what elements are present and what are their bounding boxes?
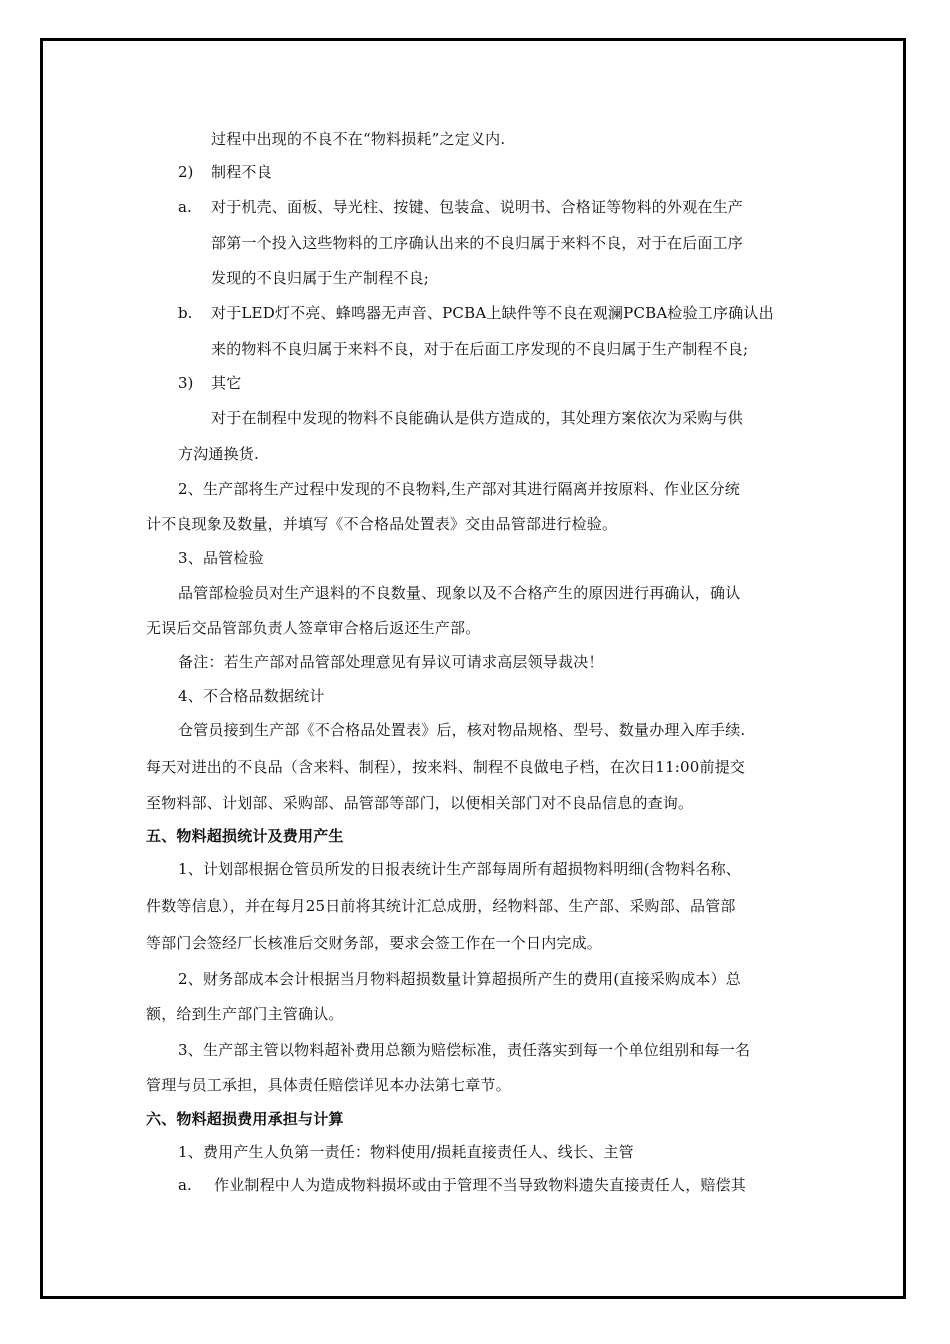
section-heading: 五、物料超损统计及费用产生 — [146, 827, 344, 845]
text-line: 对于LED灯不亮、蜂鸣器无声音、PCBA上缺件等不良在观澜PCBA检验工序确认出 — [211, 304, 774, 322]
text-line: 来的物料不良归属于来料不良，对于在后面工序发现的不良归属于生产制程不良; — [211, 340, 749, 358]
text-line: 对于在制程中发现的物料不良能确认是供方造成的，其处理方案依次为采购与供 — [211, 409, 744, 427]
list-marker: b. — [178, 304, 193, 322]
text-line: 方沟通换货. — [178, 445, 259, 463]
text-line: 过程中出现的不良不在“物料损耗”之定义内. — [211, 130, 506, 148]
text-line: 品管部检验员对生产退料的不良数量、现象以及不合格产生的原因进行再确认，确认 — [178, 584, 741, 602]
text-line: 3、生产部主管以物料超补费用总额为赔偿标准，责任落实到每一个单位组别和每一名 — [178, 1041, 751, 1059]
text-line: 计不良现象及数量，并填写《不合格品处置表》交由品管部进行检验。 — [146, 515, 618, 533]
text-line: 发现的不良归属于生产制程不良; — [211, 269, 430, 287]
text-line: 对于机壳、面板、导光柱、按键、包装盒、说明书、合格证等物料的外观在生产 — [211, 198, 744, 216]
text-line: 制程不良 — [211, 163, 272, 181]
text-line: 管理与员工承担，具体责任赔偿详见本办法第七章节。 — [146, 1076, 511, 1094]
text-line: 2、财务部成本会计根据当月物料超损数量计算超损所产生的费用(直接采购成本）总 — [178, 970, 741, 988]
text-line: 2、生产部将生产过程中发现的不良物料,生产部对其进行隔离并按原料、作业区分统 — [178, 480, 740, 498]
list-marker: a. — [178, 1176, 192, 1194]
list-marker: a. — [178, 198, 192, 216]
text-line: 4、不合格品数据统计 — [178, 687, 325, 705]
text-line: 每天对进出的不良品（含来料、制程），按来料、制程不良做电子档，在次日11:00前提交 — [146, 758, 746, 776]
text-line: 1、费用产生人负第一责任：物料使用/损耗直接责任人、线长、主管 — [178, 1143, 634, 1161]
note-line: 备注：若生产部对品管部处理意见有异议可请求高层领导裁决！ — [178, 653, 604, 671]
text-line: 部第一个投入这些物料的工序确认出来的不良归属于来料不良，对于在后面工序 — [211, 234, 744, 252]
text-line: 无误后交品管部负责人签章审合格后返还生产部。 — [146, 619, 481, 637]
text-line: 等部门会签经厂长核准后交财务部，要求会签工作在一个日内完成。 — [146, 934, 603, 952]
section-heading: 六、物料超损费用承担与计算 — [146, 1110, 344, 1128]
list-marker: 2) — [178, 163, 194, 181]
text-line: 3、品管检验 — [178, 549, 264, 567]
text-line: 至物料部、计划部、采购部、品管部等部门，以便相关部门对不良品信息的查询。 — [146, 794, 694, 812]
text-line: 其它 — [211, 374, 242, 392]
text-line: 额，给到生产部门主管确认。 — [146, 1005, 344, 1023]
text-line: 1、计划部根据仓管员所发的日报表统计生产部每周所有超损物料明细(含物料名称、 — [178, 860, 741, 878]
text-line: 作业制程中人为造成物料损坏或由于管理不当导致物料遗失直接责任人，赔偿其 — [214, 1176, 747, 1194]
text-line: 仓管员接到生产部《不合格品处置表》后，核对物品规格、型号、数量办理入库手续. — [178, 721, 746, 739]
text-line: 件数等信息），并在每月25日前将其统计汇总成册，经物料部、生产部、采购部、品管部 — [146, 897, 736, 915]
list-marker: 3) — [178, 374, 194, 392]
